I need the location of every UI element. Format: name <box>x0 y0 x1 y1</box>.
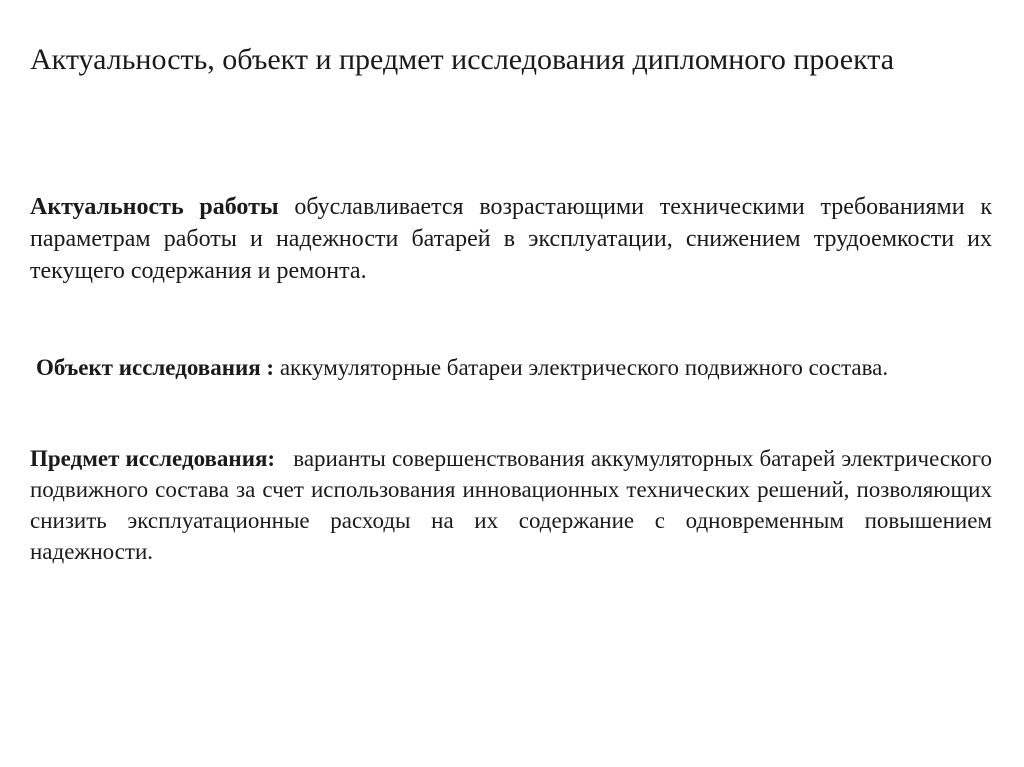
subject-label: Предмет исследования: <box>30 446 276 471</box>
object-label: Объект исследования : <box>36 355 275 380</box>
subject-paragraph <box>30 443 998 567</box>
subject-text: варианты совершенствования аккумуляторных батарей электрического подвижного состава за счет использования инновационных технических решений, позволяющих снизить эксплуатационные расходы на их содержание с одновременным повышением надежности. <box>30 446 998 564</box>
object-paragraph <box>36 352 992 384</box>
actuality-text: обуславливается возрастающими техническими требованиями к параметрам работы и надежности батарей в эксплуатации, снижением трудоемкости их текущего содержания и ремонта. <box>30 194 992 284</box>
actuality-paragraph <box>30 191 992 287</box>
actuality-label: Актуальность работы <box>30 194 279 220</box>
slide-title: Актуальность, объект и предмет исследования дипломного проекта <box>30 43 895 76</box>
object-text: аккумуляторные батареи электрического подвижного состава. <box>274 355 889 380</box>
